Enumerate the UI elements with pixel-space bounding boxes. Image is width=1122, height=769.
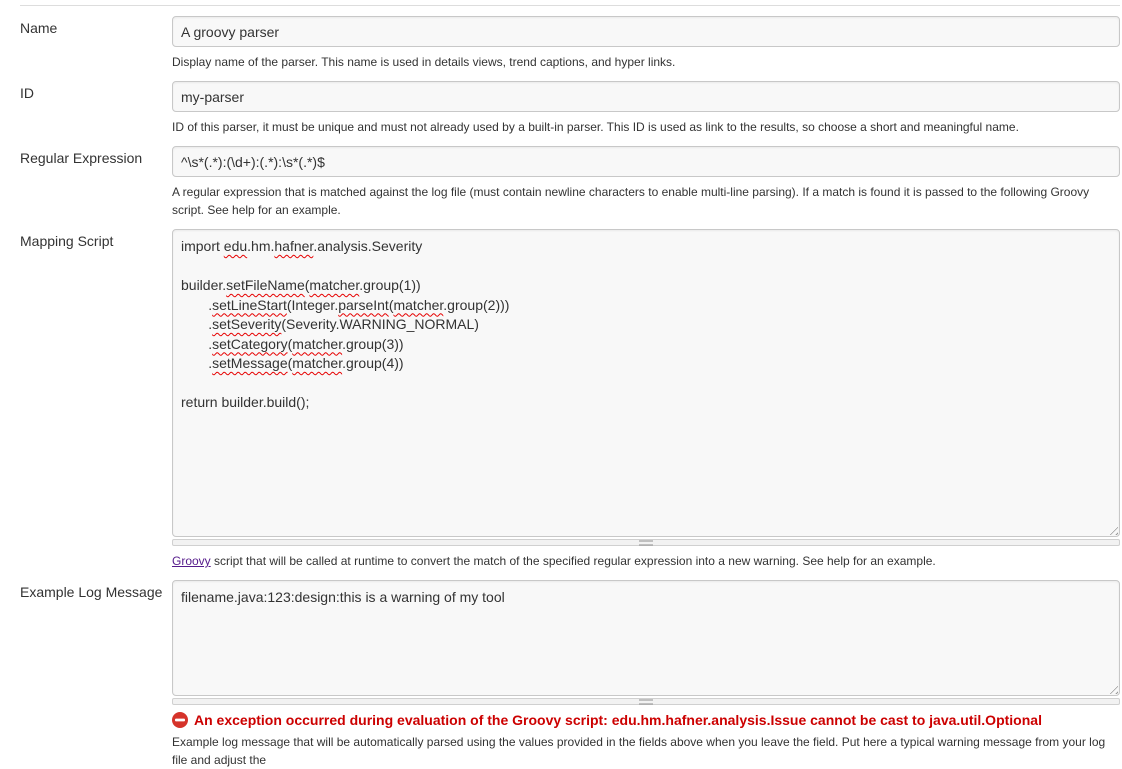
resize-grip-icon[interactable] xyxy=(1106,682,1118,694)
field-row-regex xyxy=(20,146,1120,219)
name-input[interactable] xyxy=(172,16,1120,47)
code-line xyxy=(181,374,1111,394)
name-label: Name xyxy=(20,20,58,36)
textarea-drag-handle[interactable] xyxy=(172,539,1120,546)
section-divider xyxy=(20,5,1120,6)
example-log-value: filename.java:123:design:this is a warning of my tool xyxy=(181,589,505,605)
field-row-example-log xyxy=(20,580,1120,769)
code-line: .setLineStart(Integer.parseInt(matcher.group(2))) xyxy=(181,296,510,313)
drag-handle-icon xyxy=(639,540,653,545)
example-log-input[interactable] xyxy=(172,580,1120,696)
mapping-script-help-text: script that will be called at runtime to convert the match of the specified regular expression into a new warning. See help for an example. xyxy=(210,554,936,568)
groovy-link[interactable]: Groovy xyxy=(172,554,211,568)
mapping-script-code xyxy=(181,237,1111,413)
field-row-name xyxy=(20,16,1120,71)
mapping-script-editor[interactable] xyxy=(172,229,1120,537)
regex-input[interactable] xyxy=(172,146,1120,177)
field-row-mapping-script xyxy=(20,229,1120,570)
textarea-drag-handle[interactable] xyxy=(172,698,1120,705)
example-log-help: Example log message that will be automatically parsed using the values provided in the fields above when you leave the field. Put here a typical warning message from your log file and adjust the xyxy=(172,735,1106,767)
regex-help: A regular expression that is matched against the log file (must contain newline characters to enable multi-line parsing). If a match is found it is passed to the following Groovy script. See help for an example. xyxy=(172,185,1090,217)
error-icon xyxy=(172,712,188,728)
code-line: .setMessage(matcher.group(4)) xyxy=(181,355,404,371)
example-log-label: Example Log Message xyxy=(20,584,163,600)
id-label: ID xyxy=(20,85,34,101)
code-line xyxy=(181,257,1111,277)
mapping-script-help xyxy=(172,552,1120,570)
code-line: .setCategory(matcher.group(3)) xyxy=(181,335,404,352)
regex-label: Regular Expression xyxy=(20,150,143,166)
mapping-script-label: Mapping Script xyxy=(20,233,114,249)
field-row-id xyxy=(20,81,1120,136)
drag-handle-icon xyxy=(639,699,653,704)
resize-grip-icon[interactable] xyxy=(1106,523,1118,535)
code-line: .setSeverity(Severity.WARNING_NORMAL) xyxy=(181,316,479,332)
id-help: ID of this parser, it must be unique and must not already used by a built-in parser. This ID is used as link to the results, so choose a short and meaningful name. xyxy=(172,120,1019,134)
groovy-error-line xyxy=(172,711,1120,729)
code-line: builder.setFileName(matcher.group(1)) xyxy=(181,277,421,293)
code-line: return builder.build(); xyxy=(181,394,310,410)
name-help: Display name of the parser. This name is used in details views, trend captions, and hyper links. xyxy=(172,55,676,69)
parser-config-form xyxy=(0,5,1122,769)
code-line: import edu.hm.hafner.analysis.Severity xyxy=(181,238,423,254)
id-input[interactable] xyxy=(172,81,1120,112)
error-message: An exception occurred during evaluation of the Groovy script: edu.hm.hafner.analysis.Issue cannot be cast to java.util.Optional xyxy=(194,712,1042,728)
